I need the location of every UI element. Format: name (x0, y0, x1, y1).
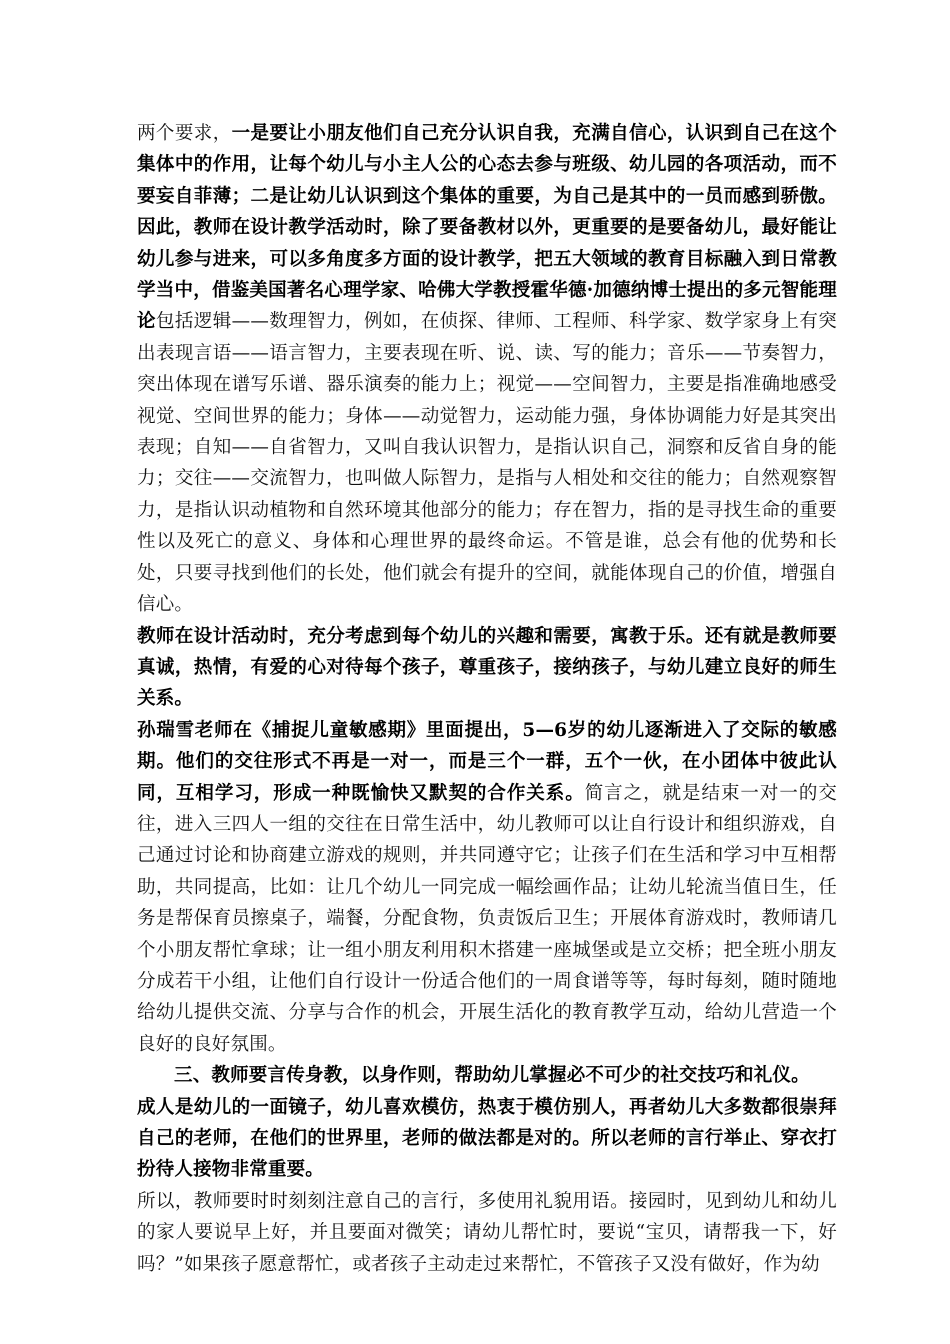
paragraph-3 (137, 715, 837, 1060)
text-run: 两个要求， (137, 123, 232, 144)
text-run-bold: 孙瑞雪老师在《捕捉儿童敏感期》里面提出，5—6岁的幼儿逐渐进入了交际的敏感期。他们的交往形式不再是一对一，而是三个一群，五个一伙，在小团体中彼此认同，互相学习，形成一种既愉快又默契的合作关系。 (137, 719, 837, 804)
text-run: 所以，教师要时时刻刻注意自己的言行，多使用礼貌用语。接园时，见到幼儿和幼儿的家人要说早上好，并且要面对微笑；请幼儿帮忙时，要说“宝贝，请帮我一下，好吗？”如果孩子愿意帮忙，或者孩子主动走过来帮忙，不管孩子又没有做好，作为幼 (137, 1190, 837, 1275)
text-run-bold: 三、教师要言传身教，以身作则，帮助幼儿掌握必不可少的社交技巧和礼仪。 (174, 1065, 810, 1087)
paragraph-5 (137, 1092, 837, 1186)
paragraph-6 (137, 1186, 837, 1280)
document-page (137, 118, 837, 1280)
text-run-bold: 一是要让小朋友他们自己充分认识自我，充满自信心，认识到自己在这个集体中的作用，让每个幼儿与小主人公的心态去参与班级、幼儿园的各项活动，而不要妄自菲薄；二是让幼儿认识到这个集体的重要，为自己是其中的一员而感到骄傲。因此，教师在设计教学活动时，除了要备教材以外，更重要的是要备幼儿，最好能让幼儿参与进来，可以多角度多方面的设计教学，把五大领域的教育目标融入到日常教学当中，借鉴美国著名心理学家、哈佛大学教授霍华德·加德纳博士提出的多元智能理论 (137, 123, 837, 333)
paragraph-1 (137, 118, 837, 621)
text-run: 包括逻辑——数理智力，例如，在侦探、律师、工程师、科学家、数学家身上有突出表现言语——语言智力，主要表现在听、说、读、写的能力；音乐——节奏智力，突出体现在谱写乐谱、器乐演奏的能力上；视觉——空间智力，主要是指准确地感受视觉、空间世界的能力；身体——动觉智力，运动能力强，身体协调能力好是其突出表现；自知——自省智力，又叫自我认识智力，是指认识自己，洞察和反省自身的能力；交往——交流智力，也叫做人际智力，是指与人相处和交往的能力；自然观察智力，是指认识动植物和自然环境其他部分的能力；存在智力，指的是寻找生命的重要性以及死亡的意义、身体和心理世界的最终命运。不管是谁，总会有他的优势和长处，只要寻找到他们的长处，他们就会有提升的空间，就能体现自己的价值，增强自信心。 (137, 311, 838, 616)
paragraph-2 (137, 621, 837, 715)
section-heading (137, 1060, 837, 1091)
text-run-bold: 教师在设计活动时，充分考虑到每个幼儿的兴趣和需要，寓教于乐。还有就是教师要真诚，热情，有爱的心对待每个孩子，尊重孩子，接纳孩子，与幼儿建立良好的师生关系。 (137, 625, 837, 710)
text-run-bold: 成人是幼儿的一面镜子，幼儿喜欢模仿，热衷于模仿别人，再者幼儿大多数都很崇拜自己的老师，在他们的世界里，老师的做法都是对的。所以老师的言行举止、穿衣打扮待人接物非常重要。 (137, 1096, 837, 1181)
text-run: 简言之，就是结束一对一的交往，进入三四人一组的交往在日常生活中，幼儿教师可以让自行设计和组织游戏，自己通过讨论和协商建立游戏的规则，并共同遵守它；让孩子们在生活和学习中互相帮助，共同提高，比如：让几个幼儿一同完成一幅绘画作品；让幼儿轮流当值日生，任务是帮保育员擦桌子，端餐，分配食物，负责饭后卫生；开展体育游戏时，教师请几个小朋友帮忙拿球；让一组小朋友利用积木搭建一座城堡或是立交桥；把全班小朋友分成若干小组，让他们自行设计一份适合他们的一周食谱等等，每时每刻，随时随地给幼儿提供交流、分享与合作的机会，开展生活化的教育教学互动，给幼儿营造一个良好的良好氛围。 (137, 782, 837, 1055)
